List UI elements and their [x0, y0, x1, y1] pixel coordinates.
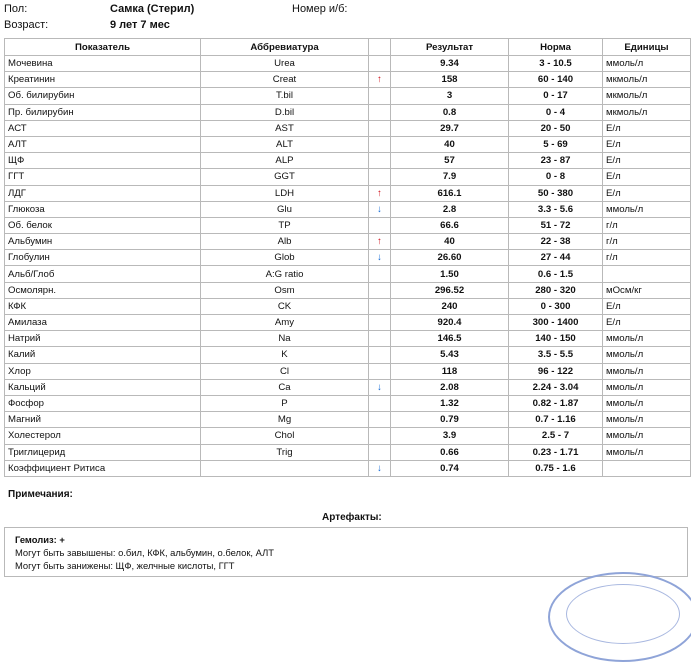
indicator-cell: Магний [5, 412, 201, 428]
flag-cell [369, 395, 391, 411]
table-row [5, 56, 691, 72]
indicator-cell: Осмолярн. [5, 282, 201, 298]
indicator-cell: КФК [5, 298, 201, 314]
lowered-note: Могут быть занижены: ЩФ, желчные кислоты, ГГТ [15, 560, 235, 571]
stamp-inner-ring [566, 584, 680, 644]
abbreviation-cell: Urea [201, 56, 369, 72]
result-cell: 40 [391, 234, 509, 250]
result-cell: 2.8 [391, 201, 509, 217]
units-cell: Е/л [603, 136, 691, 152]
indicator-cell: Натрий [5, 331, 201, 347]
indicator-cell: Фосфор [5, 395, 201, 411]
indicator-cell: Глюкоза [5, 201, 201, 217]
units-cell: ммоль/л [603, 428, 691, 444]
units-cell [603, 460, 691, 476]
flag-cell: ↓ [369, 460, 391, 476]
indicator-cell: Холестерол [5, 428, 201, 444]
abbreviation-cell: P [201, 395, 369, 411]
table-row [5, 266, 691, 282]
units-cell: г/л [603, 234, 691, 250]
indicator-cell: Глобулин [5, 250, 201, 266]
result-cell: 3 [391, 88, 509, 104]
table-row [5, 331, 691, 347]
abbreviation-cell: LDH [201, 185, 369, 201]
result-cell: 616.1 [391, 185, 509, 201]
age-value: 9 лет 7 мес [110, 19, 170, 31]
artefacts-label: Артефакты: [322, 512, 382, 523]
result-cell: 0.8 [391, 104, 509, 120]
abbreviation-cell: Amy [201, 315, 369, 331]
flag-cell [369, 412, 391, 428]
table-row [5, 217, 691, 233]
header-result: Результат [391, 39, 509, 56]
units-cell: Е/л [603, 298, 691, 314]
units-cell: мОсм/кг [603, 282, 691, 298]
units-cell: ммоль/л [603, 363, 691, 379]
case-number-label: Номер и/б: [292, 3, 348, 15]
result-cell: 5.43 [391, 347, 509, 363]
flag-cell [369, 347, 391, 363]
units-cell: Е/л [603, 120, 691, 136]
indicator-cell: Триглицерид [5, 444, 201, 460]
table-row [5, 72, 691, 88]
table-row [5, 282, 691, 298]
units-cell: мкмоль/л [603, 88, 691, 104]
header-norm: Норма [509, 39, 603, 56]
norm-cell: 2.5 - 7 [509, 428, 603, 444]
table-row [5, 428, 691, 444]
flag-cell [369, 56, 391, 72]
indicator-cell: Пр. билирубин [5, 104, 201, 120]
norm-cell: 0.7 - 1.16 [509, 412, 603, 428]
flag-cell: ↑ [369, 234, 391, 250]
units-cell: Е/л [603, 153, 691, 169]
table-row [5, 201, 691, 217]
result-cell: 920.4 [391, 315, 509, 331]
abbreviation-cell: Trig [201, 444, 369, 460]
norm-cell: 22 - 38 [509, 234, 603, 250]
abbreviation-cell: TP [201, 217, 369, 233]
norm-cell: 0 - 17 [509, 88, 603, 104]
sex-value: Самка (Стерил) [110, 3, 195, 15]
lab-results-body [5, 56, 691, 477]
norm-cell: 0.23 - 1.71 [509, 444, 603, 460]
indicator-cell: Хлор [5, 363, 201, 379]
indicator-cell: Кальций [5, 379, 201, 395]
abbreviation-cell: Alb [201, 234, 369, 250]
flag-cell [369, 120, 391, 136]
table-row [5, 250, 691, 266]
lab-results-table [4, 38, 691, 477]
header-abbreviation: Аббревиатура [201, 39, 369, 56]
result-cell: 7.9 [391, 169, 509, 185]
norm-cell: 0.6 - 1.5 [509, 266, 603, 282]
indicator-cell: Амилаза [5, 315, 201, 331]
flag-cell [369, 282, 391, 298]
norm-cell: 51 - 72 [509, 217, 603, 233]
flag-cell [369, 315, 391, 331]
abbreviation-cell: Cl [201, 363, 369, 379]
flag-cell [369, 331, 391, 347]
result-cell: 296.52 [391, 282, 509, 298]
abbreviation-cell: Creat [201, 72, 369, 88]
table-header-row [5, 39, 691, 56]
table-row [5, 444, 691, 460]
indicator-cell: Коэффициент Ритиса [5, 460, 201, 476]
result-cell: 240 [391, 298, 509, 314]
units-cell: ммоль/л [603, 347, 691, 363]
indicator-cell: ЛДГ [5, 185, 201, 201]
flag-cell [369, 153, 391, 169]
flag-cell [369, 266, 391, 282]
table-row [5, 104, 691, 120]
units-cell: мкмоль/л [603, 72, 691, 88]
abbreviation-cell: D.bil [201, 104, 369, 120]
result-cell: 29.7 [391, 120, 509, 136]
units-cell [603, 266, 691, 282]
norm-cell: 50 - 380 [509, 185, 603, 201]
result-cell: 1.50 [391, 266, 509, 282]
result-cell: 9.34 [391, 56, 509, 72]
norm-cell: 2.24 - 3.04 [509, 379, 603, 395]
result-cell: 3.9 [391, 428, 509, 444]
table-row [5, 395, 691, 411]
result-cell: 57 [391, 153, 509, 169]
units-cell: Е/л [603, 315, 691, 331]
elevated-note: Могут быть завышены: о.бил, КФК, альбумин, о.белок, АЛТ [15, 547, 274, 558]
abbreviation-cell: AST [201, 120, 369, 136]
flag-cell [369, 104, 391, 120]
indicator-cell: Альб/Глоб [5, 266, 201, 282]
abbreviation-cell: ALT [201, 136, 369, 152]
result-cell: 1.32 [391, 395, 509, 411]
hemolysis-note: Гемолиз: + [15, 534, 65, 545]
flag-cell: ↓ [369, 250, 391, 266]
norm-cell: 3.5 - 5.5 [509, 347, 603, 363]
result-cell: 40 [391, 136, 509, 152]
norm-cell: 0 - 300 [509, 298, 603, 314]
norm-cell: 0 - 8 [509, 169, 603, 185]
table-row [5, 460, 691, 476]
norm-cell: 3.3 - 5.6 [509, 201, 603, 217]
header-units: Единицы [603, 39, 691, 56]
table-row [5, 153, 691, 169]
table-row [5, 363, 691, 379]
flag-cell [369, 444, 391, 460]
flag-cell [369, 169, 391, 185]
norm-cell: 60 - 140 [509, 72, 603, 88]
abbreviation-cell: Na [201, 331, 369, 347]
units-cell: ммоль/л [603, 201, 691, 217]
indicator-cell: ГГТ [5, 169, 201, 185]
norm-cell: 3 - 10.5 [509, 56, 603, 72]
result-cell: 0.74 [391, 460, 509, 476]
flag-cell [369, 136, 391, 152]
result-cell: 158 [391, 72, 509, 88]
flag-cell [369, 88, 391, 104]
units-cell: ммоль/л [603, 412, 691, 428]
norm-cell: 23 - 87 [509, 153, 603, 169]
indicator-cell: Калий [5, 347, 201, 363]
units-cell: ммоль/л [603, 444, 691, 460]
units-cell: г/л [603, 250, 691, 266]
abbreviation-cell: T.bil [201, 88, 369, 104]
table-row [5, 136, 691, 152]
norm-cell: 5 - 69 [509, 136, 603, 152]
result-cell: 26.60 [391, 250, 509, 266]
abbreviation-cell: Chol [201, 428, 369, 444]
norm-cell: 280 - 320 [509, 282, 603, 298]
result-cell: 118 [391, 363, 509, 379]
indicator-cell: Мочевина [5, 56, 201, 72]
age-label: Возраст: [4, 19, 49, 31]
abbreviation-cell [201, 460, 369, 476]
table-row [5, 88, 691, 104]
abbreviation-cell: Ca [201, 379, 369, 395]
flag-cell: ↑ [369, 185, 391, 201]
result-cell: 66.6 [391, 217, 509, 233]
abbreviation-cell: CK [201, 298, 369, 314]
units-cell: Е/л [603, 169, 691, 185]
table-row [5, 379, 691, 395]
units-cell: ммоль/л [603, 379, 691, 395]
units-cell: мкмоль/л [603, 104, 691, 120]
units-cell: ммоль/л [603, 56, 691, 72]
header-flag [369, 39, 391, 56]
result-cell: 146.5 [391, 331, 509, 347]
flag-cell [369, 217, 391, 233]
units-cell: ммоль/л [603, 395, 691, 411]
norm-cell: 0.82 - 1.87 [509, 395, 603, 411]
result-cell: 0.66 [391, 444, 509, 460]
indicator-cell: АСТ [5, 120, 201, 136]
indicator-cell: АЛТ [5, 136, 201, 152]
norm-cell: 27 - 44 [509, 250, 603, 266]
norm-cell: 96 - 122 [509, 363, 603, 379]
abbreviation-cell: A:G ratio [201, 266, 369, 282]
table-row [5, 298, 691, 314]
norm-cell: 20 - 50 [509, 120, 603, 136]
table-row [5, 315, 691, 331]
artefacts-box [4, 527, 688, 577]
norm-cell: 300 - 1400 [509, 315, 603, 331]
table-row [5, 120, 691, 136]
table-row [5, 234, 691, 250]
abbreviation-cell: Glob [201, 250, 369, 266]
norm-cell: 0 - 4 [509, 104, 603, 120]
indicator-cell: Об. билирубин [5, 88, 201, 104]
table-row [5, 347, 691, 363]
flag-cell: ↓ [369, 379, 391, 395]
flag-cell: ↓ [369, 201, 391, 217]
flag-cell [369, 298, 391, 314]
indicator-cell: Креатинин [5, 72, 201, 88]
table-row [5, 185, 691, 201]
indicator-cell: Альбумин [5, 234, 201, 250]
notes-label: Примечания: [8, 489, 73, 500]
abbreviation-cell: Mg [201, 412, 369, 428]
abbreviation-cell: K [201, 347, 369, 363]
flag-cell [369, 428, 391, 444]
abbreviation-cell: GGT [201, 169, 369, 185]
result-cell: 2.08 [391, 379, 509, 395]
indicator-cell: ЩФ [5, 153, 201, 169]
abbreviation-cell: ALP [201, 153, 369, 169]
norm-cell: 0.75 - 1.6 [509, 460, 603, 476]
flag-cell: ↑ [369, 72, 391, 88]
units-cell: ммоль/л [603, 331, 691, 347]
abbreviation-cell: Glu [201, 201, 369, 217]
indicator-cell: Об. белок [5, 217, 201, 233]
abbreviation-cell: Osm [201, 282, 369, 298]
flag-cell [369, 363, 391, 379]
header-indicator: Показатель [5, 39, 201, 56]
sex-label: Пол: [4, 3, 28, 15]
result-cell: 0.79 [391, 412, 509, 428]
units-cell: Е/л [603, 185, 691, 201]
norm-cell: 140 - 150 [509, 331, 603, 347]
table-row [5, 169, 691, 185]
units-cell: г/л [603, 217, 691, 233]
table-row [5, 412, 691, 428]
